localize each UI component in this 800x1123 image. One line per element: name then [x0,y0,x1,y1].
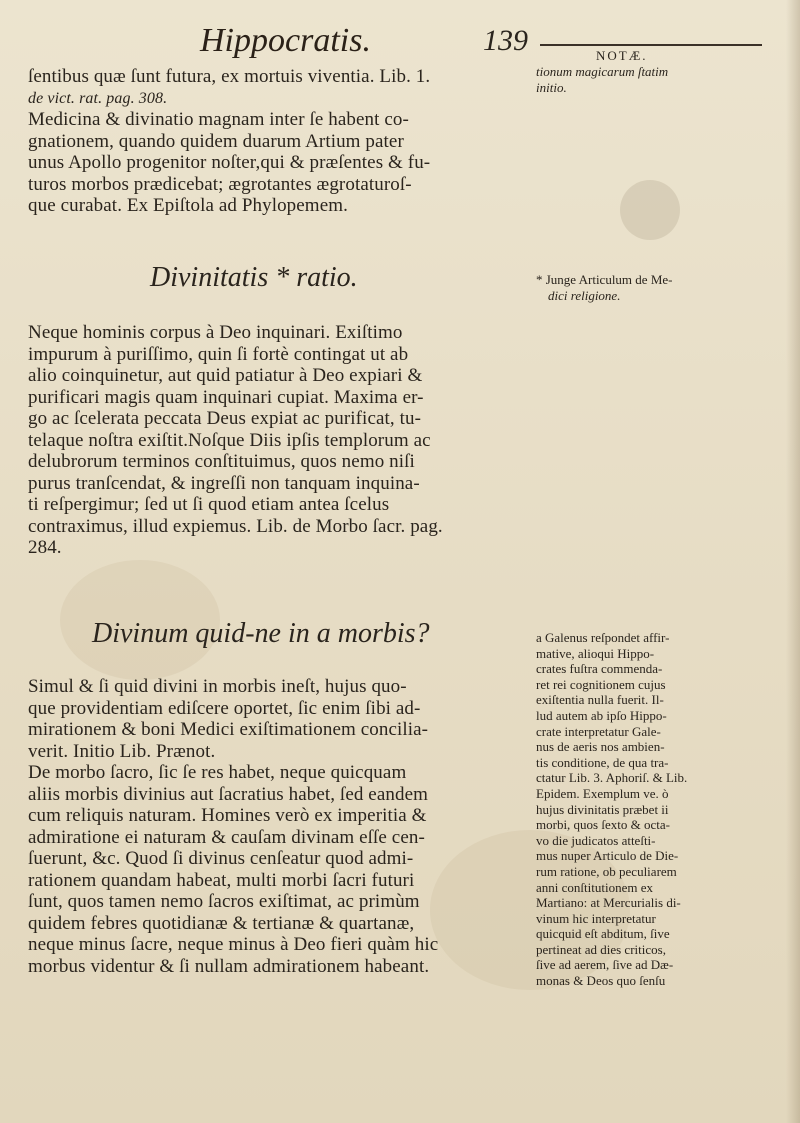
body-line: 284. [28,537,62,558]
margin-note-3 [536,630,786,989]
body-line: turos morbos prædicebat; ægrotantes ægrotaturoſ- [28,173,412,195]
note-line: initio. [536,79,567,95]
body-line: admiratione ei naturam & cauſam divinam eſſe cen- [28,826,425,848]
note-line: mus nuper Articulo de Die- [536,848,679,864]
body-line: Simul & ſi quid divini in morbis ineſt, hujus quo- [28,676,407,697]
note-line: rum ratione, ob peculiarem [536,863,677,879]
body-line: alio coinquinetur, aut quid patiatur à Deo expiari & [28,365,423,386]
body-line: cum reliquis naturam. Homines verò ex imperitia & [28,805,427,826]
note-line: monas & Deos quo ſenſu [536,973,666,989]
body-line: quidem febres quotidianæ & tertianæ & quartanæ, [28,912,415,934]
note-line: crate interpretatur Gale- [536,723,661,739]
body-line: aliis morbis divinius aut ſacratius habet, ſed eandem [28,783,428,805]
body-line: verit. Initio Lib. Prænot. [28,740,216,762]
section-3-heading [92,618,592,650]
body-line: morbus videntur & ſi nullam admirationem habeant. [28,955,430,977]
ink-smudge [620,180,680,240]
body-line: rationem quandam habeat, multi morbi ſacri futuri [28,869,415,891]
margin-note-1 [536,64,786,95]
body-line: Neque hominis corpus à Deo inquinari. Exiſtimo [28,322,403,343]
note-line: dici religione. [548,287,621,303]
note-line: exiſtentia nulla fuerit. Il- [536,692,664,708]
note-line: morbi, quos ſexto & octa- [536,817,670,833]
body-line: Medicina & divinatio magnam inter ſe habent co- [28,109,409,130]
page-edge-shadow [786,0,800,1123]
body-line: que curabat. Ex Epiſtola ad Phylopemem. [28,195,348,216]
note-line: ret rei cognitionem cujus [536,676,666,692]
note-line: ctatur Lib. 3. Aphoriſ. & Lib. [536,770,688,786]
note-line: vinum hic interpretatur [536,910,656,926]
page-header [200,22,760,62]
header-rule [540,44,762,46]
running-title: Hippocratis. [200,22,371,59]
body-line: go ac ſcelerata peccata Deus expiat ac purificat, tu- [28,408,421,429]
section-3-text [28,676,528,977]
page-number: 139 [483,24,528,57]
section-title: Divinitatis * ratio. [150,262,358,293]
body-line: purus tranſcendat, & ingreſſi non tanquam inquina- [28,472,420,494]
body-line: mirationem & boni Medici exiſtimationem concilia- [28,719,429,740]
note-line: tionum magicarum ſtatim [536,64,669,79]
note-line: quicquid eſt abditum, ſive [536,926,670,942]
note-line: vo die judicatos atteſti- [536,832,656,848]
body-line: gnationem, quando quidem duarum Artium pater [28,130,404,152]
note-line: anni conſtitutionem ex [536,879,653,895]
note-line: tis conditione, de qua tra- [536,754,669,770]
body-line: contraximus, illud expiemus. Lib. de Morbo ſacr. pag. [28,515,443,537]
note-line: pertineat ad dies criticos, [536,941,666,957]
body-line: unus Apollo progenitor noſter,qui & præſentes & fu- [28,152,431,173]
notes-label: NOTÆ. [596,48,648,63]
body-line: impurum à puriſſimo, quin ſi fortè contingat ut ab [28,343,409,365]
body-line: ſunt, quos tamen nemo ſacros exiſtimat, ac primùm [28,891,420,912]
note-line: a Galenus reſpondet affir- [536,630,670,645]
body-line: De morbo ſacro, ſic ſe res habet, neque quicquam [28,762,407,783]
note-line: nus de aeris nos ambien- [536,739,665,755]
body-line: que providentiam ediſcere oportet, ſic enim ſibi ad- [28,697,421,719]
note-line: lud autem ab ipſo Hippo- [536,707,667,723]
note-line: crates fuſtra commenda- [536,661,663,677]
body-line: ti reſpergimur; ſed ut ſi quod etiam antea ſcelus [28,494,390,515]
section-1-text [28,66,528,217]
note-line: Epidem. Exemplum ve. ò [536,785,669,801]
section-title: Divinum quid-ne in a morbis? [92,618,430,649]
body-line: ſentibus quæ ſunt futura, ex mortuis viventia. Lib. 1. [28,66,431,87]
body-line: delubrorum terminos conſtituimus, quos nemo niſi [28,451,415,472]
note-line: hujus divinitatis præbet ii [536,801,669,817]
note-line: Martiano: at Mercurialis di- [536,895,681,911]
body-line: purificari magis quam inquinari cupiat. Maxima er- [28,386,424,408]
body-line: neque minus ſacre, neque minus à Deo fieri quàm hic [28,934,439,955]
body-line: telaque noſtra exiſtit.Noſque Diis ipſis templorum ac [28,429,431,451]
note-line: * Junge Articulum de Me- [536,272,673,287]
body-line: ſuerunt, &c. Quod ſi divinus cenſeatur quod admi- [28,848,414,869]
section-2-text [28,322,528,559]
note-line: mative, alioqui Hippo- [536,645,655,661]
body-line: de vict. rat. pag. 308. [28,89,168,107]
note-line: ſive ad aerem, ſive ad Dæ- [536,957,674,973]
margin-note-2 [536,272,786,303]
